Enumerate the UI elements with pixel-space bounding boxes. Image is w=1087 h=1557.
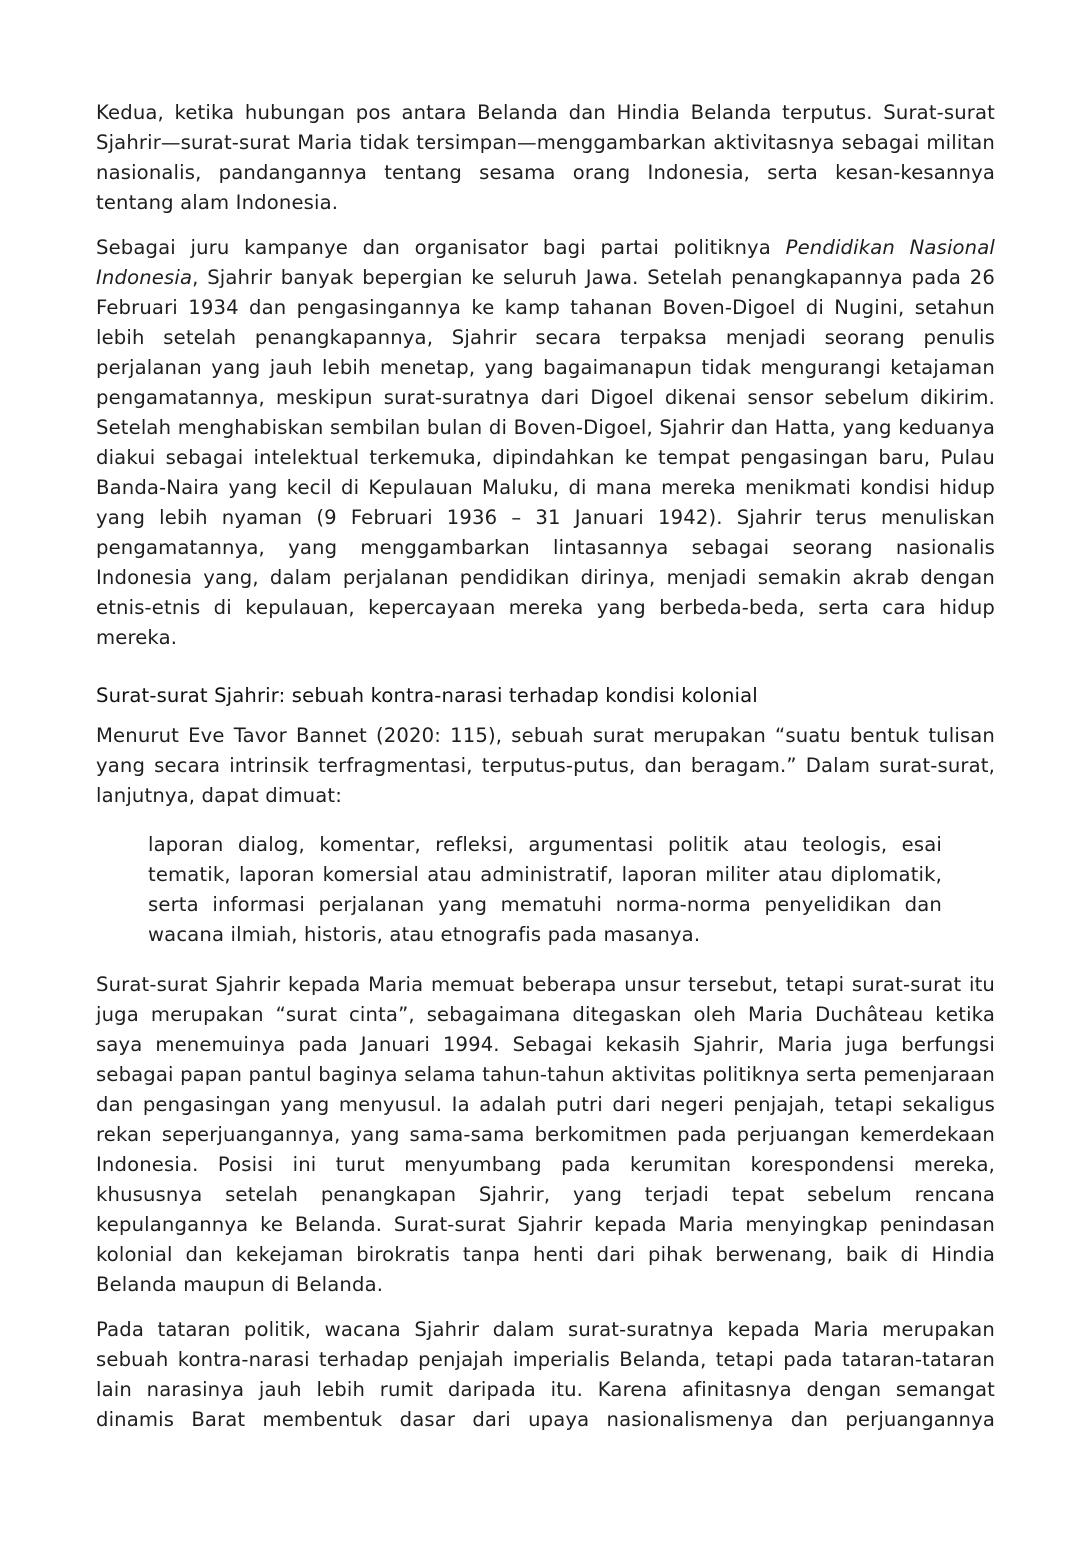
block-quote: laporan dialog, komentar, refleksi, argumentasi politik atau teologis, esai tematik, laporan komersial atau administratif, laporan militer atau diplomatik, serta informasi perjalanan yang mematuhi norma-norma penyelidikan dan wacana ilmiah, historis, atau etnografis pada masanya. <box>148 833 942 946</box>
paragraph-campaign-lead: Sebagai juru kampanye dan organisator bagi partai politiknya <box>96 236 786 259</box>
paragraph-intro: Kedua, ketika hubungan pos antara Belanda dan Hindia Belanda terputus. Surat-surat Sjahrir—surat-surat Maria tidak tersimpan—menggambarkan aktivitasnya sebagai militan nasionalis, pandangannya tentang sesama orang Indonesia, serta kesan-kesannya tentang alam Indonesia. <box>96 101 995 214</box>
paragraph-bannet: Menurut Eve Tavor Bannet (2020: 115), sebuah surat merupakan “suatu bentuk tulisan yang secara intrinsik terfragmentasi, terputus-putus, dan beragam.” Dalam surat-surat, lanjutnya, dapat dimuat: <box>96 724 995 807</box>
paragraph-love-letters: Surat-surat Sjahrir kepada Maria memuat beberapa unsur tersebut, tetapi surat-surat itu juga merupakan “surat cinta”, sebagaimana ditegaskan oleh Maria Duchâteau ketika saya menemuinya pada Januari 1994. Sebagai kekasih Sjahrir, Maria juga berfungsi sebagai papan pantul baginya selama tahun-tahun aktivitas politiknya serta pemenjaraan dan pengasingan yang menyusul. Ia adalah putri dari negeri penjajah, tetapi sekaligus rekan seperjuangannya, yang sama-sama berkomitmen pada perjuangan kemerdekaan Indonesia. Posisi ini turut menyumbang pada kerumitan korespondensi mereka, khususnya setelah penangkapan Sjahrir, yang terjadi tepat sebelum rencana kepulangannya ke Belanda. Surat-surat Sjahrir kepada Maria menyingkap penindasan kolonial dan kekejaman birokratis tanpa henti dari pihak berwenang, baik di Hindia Belanda maupun di Belanda. <box>96 973 995 1296</box>
party-name-italic: Pendidikan Nasional Indonesia <box>96 236 996 289</box>
paragraph-campaign <box>96 233 995 653</box>
section-heading: Surat-surat Sjahrir: sebuah kontra-narasi terhadap kondisi kolonial <box>96 684 758 707</box>
paragraph-campaign-rest: , Sjahrir banyak bepergian ke seluruh Jawa. Setelah penangkapannya pada 26 Februari 1934 dan pengasingannya ke kamp tahanan Boven-Digoel di Nugini, setahun lebih setelah penangkapannya, Sjahrir secara terpaksa menjadi seorang penulis perjalanan yang jauh lebih menetap, yang bagaimanapun tidak mengurangi ketajaman pengamatannya, meskipun surat-suratnya dari Digoel dikenai sensor sebelum dikirim. Setelah menghabiskan sembilan bulan di Boven-Digoel, Sjahrir dan Hatta, yang keduanya diakui sebagai intelektual terkemuka, dipindahkan ke tempat pengasingan baru, Pulau Banda-Naira yang kecil di Kepulauan Maluku, di mana mereka menikmati kondisi hidup yang lebih nyaman (9 Februari 1936 – 31 Januari 1942). Sjahrir terus menuliskan pengamatannya, yang menggambarkan lintasannya sebagai seorang nasionalis Indonesia yang, dalam perjalanan pendidikan dirinya, menjadi semakin akrab dengan etnis-etnis di kepulauan, kepercayaan mereka yang berbeda-beda, serta cara hidup mereka. <box>96 266 995 649</box>
document-page <box>96 98 995 1435</box>
paragraph-political: Pada tataran politik, wacana Sjahrir dalam surat-suratnya kepada Maria merupakan sebuah kontra-narasi terhadap penjajah imperialis Belanda, tetapi pada tataran-tataran lain narasinya jauh lebih rumit daripada itu. Karena afinitasnya dengan semangat dinamis Barat membentuk dasar dari upaya nasionalismenya dan perjuangannya <box>96 1318 995 1431</box>
